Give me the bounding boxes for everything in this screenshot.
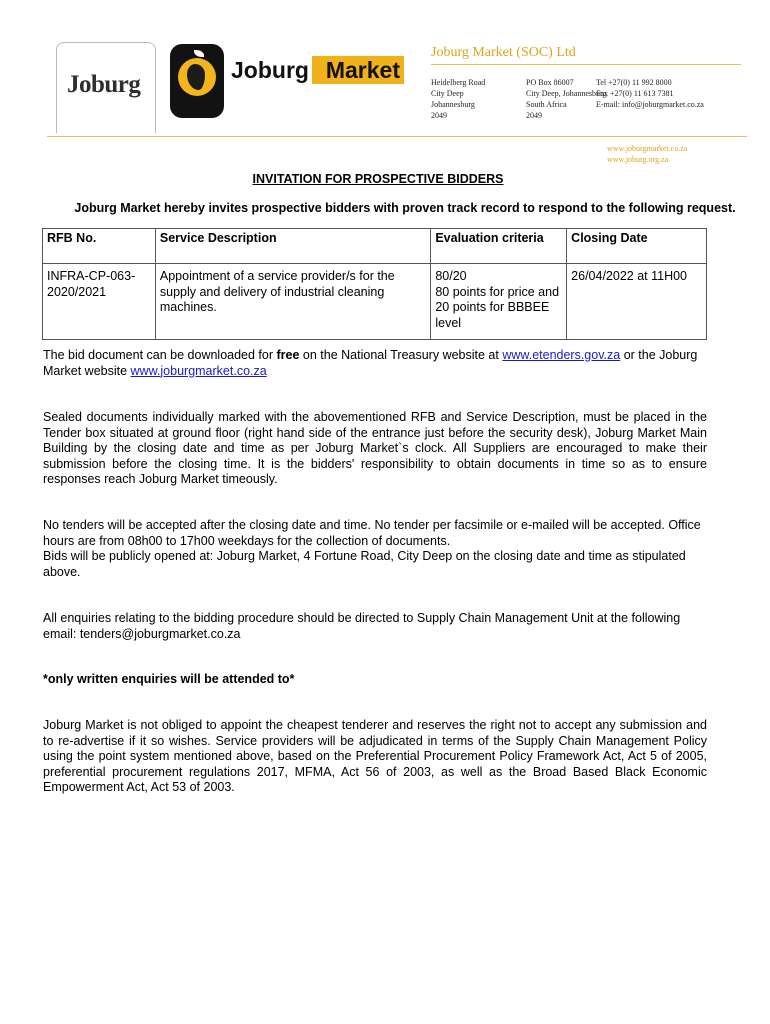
postal-address: PO Box 86007 City Deep, Johannesburg South Africa 2049 <box>526 78 607 120</box>
written-enquiries-note: *only written enquiries will be attended to* <box>43 672 295 686</box>
cell-rfb-no: INFRA-CP-063-2020/2021 <box>43 264 156 340</box>
website-joburg[interactable]: www.joburg.org.za <box>607 155 669 164</box>
download-paragraph: The bid document can be downloaded for free on the National Treasury website at www.etenders.gov.za or the Joburg Market website www.joburgmarket.co.za <box>43 348 698 378</box>
sealed-documents-paragraph: Sealed documents individually marked with the abovementioned RFB and Service Description, must be placed in the Tender box situated at ground floor (right hand side of the entrance just before the security desk), Joburg Market Main Building by the closing date and time as per Joburg Market`s clock. All Suppliers are encouraged to make their submission before the closing time. It is the bidders' responsibility to obtain documents in time so as to ensure responses reach Joburg Market timeously. <box>43 410 707 487</box>
cell-closing-date: 26/04/2022 at 11H00 <box>567 264 707 340</box>
bids-opened-paragraph: Bids will be publicly opened at: Joburg Market, 4 Fortune Road, City Deep on the closing date and time as stipulated above. <box>43 549 686 579</box>
city-of-joburg-logo <box>56 42 156 133</box>
email-address: E-mail: info@joburgmarket.co.za <box>596 100 704 109</box>
enquiries-paragraph: All enquiries relating to the bidding procedure should be directed to Supply Chain Management Unit at the following email: tenders@joburgmarket.co.za <box>43 611 681 641</box>
intro-text: Joburg Market hereby invites prospective bidders with proven track record to respond to the following request. <box>74 201 736 215</box>
company-name: Joburg Market (SOC) Ltd <box>431 45 576 60</box>
no-tenders-paragraph: No tenders will be accepted after the closing date and time. No tender per facsimile or e-mailed will be accepted. Office hours are from 08h00 to 17h00 weekdays for the collection of documents. <box>43 518 701 548</box>
website-joburgmarket[interactable]: www.joburgmarket.co.za <box>607 144 688 153</box>
disclaimer-paragraph: Joburg Market is not obliged to appoint the cheapest tenderer and reserves the right not to accept any submission and to re-advertise if it so wishes. Service providers will be adjudicated in terms of the Supply Chain Management Policy using the point system mentioned above, based on the Preferential Procurement Policy Framework Act, Act 5 of 2005, preferential procurement regulations 2017, MFMA, Act 56 of 2003, as well as the Broad Based Black Economic Empowerment Act, Act 53 of 2003. <box>43 718 707 795</box>
etenders-link[interactable]: www.etenders.gov.za <box>502 348 621 362</box>
joburg-market-wordmark: Joburg Market <box>228 56 404 84</box>
africa-globe-icon <box>170 44 224 118</box>
physical-address: Heidelberg Road City Deep Johannesburg 2049 <box>431 78 486 120</box>
websites <box>607 143 687 165</box>
rfb-table <box>42 228 707 340</box>
main-divider <box>47 136 747 137</box>
header-evaluation-criteria: Evaluation criteria <box>431 229 567 264</box>
tel-number: Tel +27(0) 11 992 8000 <box>596 78 672 87</box>
cell-service-description: Appointment of a service provider/s for the supply and delivery of industrial cleaning machines. <box>155 264 430 340</box>
joburg-market-logo <box>170 44 408 120</box>
document-title: INVITATION FOR PROSPECTIVE BIDDERS <box>252 172 504 186</box>
table-header-row <box>43 229 707 264</box>
cell-evaluation-criteria: 80/20 80 points for price and 20 points for BBBEE level <box>431 264 567 340</box>
header-divider <box>431 64 741 65</box>
joburgmarket-link[interactable]: www.joburgmarket.co.za <box>130 363 267 378</box>
table-row <box>43 264 707 340</box>
fax-number: Fax +27(0) 11 613 7381 <box>596 89 674 98</box>
header-rfb-no: RFB No. <box>43 229 156 264</box>
joburg-logo-wordmark: Joburg <box>67 71 141 98</box>
contact-details <box>596 77 704 110</box>
header-service-description: Service Description <box>155 229 430 264</box>
header-closing-date: Closing Date <box>567 229 707 264</box>
